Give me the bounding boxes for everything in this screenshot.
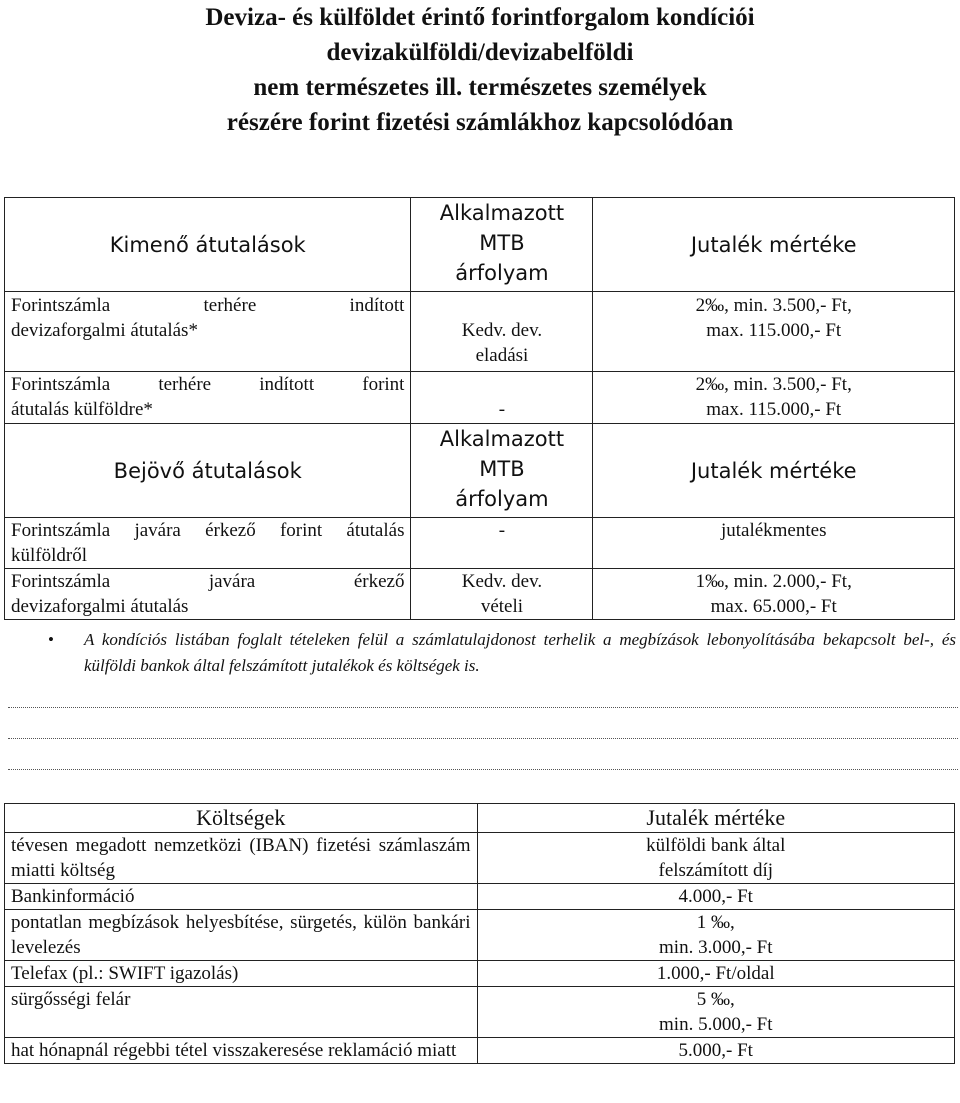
fee-line: 1.000,- Ft/oldal bbox=[656, 963, 775, 984]
cost-label: Telefax (pl.: SWIFT igazolás) bbox=[5, 961, 478, 987]
fee-line: 4.000,- Ft bbox=[678, 886, 753, 907]
row-label-line: Forintszámla javára érkező forint átutalás bbox=[11, 520, 405, 541]
title-line-3: nem természetes ill. természetes személyek bbox=[253, 74, 707, 101]
title-line-1: Deviza- és külföldet érintő forintforgalom kondíciói bbox=[205, 4, 755, 31]
fee-line: 5 ‰, bbox=[696, 989, 735, 1010]
dotted-line bbox=[8, 769, 958, 770]
incoming-rate-header: Alkalmazott MTB árfolyam bbox=[411, 424, 593, 518]
outgoing-row-label bbox=[5, 372, 411, 424]
incoming-header: Bejövő átutalások bbox=[5, 424, 411, 518]
fee-line: 5.000,- Ft bbox=[678, 1040, 753, 1061]
fee-line: 2‰, min. 3.500,- Ft, bbox=[695, 374, 852, 395]
cost-label: pontatlan megbízások helyesbítése, sürgetés, külön bankári levelezés bbox=[5, 910, 478, 961]
outgoing-rate bbox=[411, 372, 593, 424]
dotted-line bbox=[8, 707, 958, 708]
costs-table bbox=[4, 803, 955, 1064]
outgoing-rate bbox=[411, 292, 593, 372]
row-label-line: devizaforgalmi átutalás* bbox=[11, 320, 198, 341]
rate-value: vételi bbox=[480, 596, 524, 617]
outgoing-header: Kimenő átutalások bbox=[5, 198, 411, 292]
fee-line: min. 5.000,- Ft bbox=[659, 1014, 773, 1035]
row-label-line: átutalás külföldre* bbox=[11, 399, 153, 420]
incoming-fee-header: Jutalék mértéke bbox=[593, 424, 955, 518]
fee-line: jutalékmentes bbox=[720, 520, 827, 541]
incoming-rate bbox=[411, 569, 593, 620]
rate-value: Kedv. dev. bbox=[461, 571, 543, 592]
page-title bbox=[0, 0, 960, 140]
dotted-line bbox=[8, 738, 958, 739]
costs-fee-header: Jutalék mértéke bbox=[477, 804, 954, 833]
outgoing-fee bbox=[593, 292, 955, 372]
title-line-4: részére forint fizetési számlákhoz kapcsolódóan bbox=[226, 109, 734, 136]
rate-value: Kedv. dev. eladási bbox=[461, 320, 543, 366]
cost-label: tévesen megadott nemzetközi (IBAN) fizetési számlaszám miatti költség bbox=[5, 833, 478, 884]
outgoing-row-label bbox=[5, 292, 411, 372]
row-label-line: Forintszámla javára érkező bbox=[11, 571, 405, 592]
outgoing-fee-header: Jutalék mértéke bbox=[593, 198, 955, 292]
fee-line: min. 3.000,- Ft bbox=[659, 937, 773, 958]
incoming-rate bbox=[411, 518, 593, 569]
incoming-row-label bbox=[5, 569, 411, 620]
row-label-line: devizaforgalmi átutalás bbox=[11, 596, 189, 617]
cost-fee bbox=[477, 987, 954, 1038]
outgoing-fee bbox=[593, 372, 955, 424]
fee-line: max. 115.000,- Ft bbox=[706, 399, 842, 420]
outgoing-rate-header: Alkalmazott MTB árfolyam bbox=[411, 198, 593, 292]
fee-line: 1 ‰, bbox=[696, 912, 735, 933]
cost-fee bbox=[477, 961, 954, 987]
row-label-line: Forintszámla terhére indított forint bbox=[11, 374, 405, 395]
cost-label: sürgősségi felár bbox=[5, 987, 478, 1038]
footnote-text: A kondíciós listában foglalt tételeken felül a számlatulajdonost terhelik a megbízások lebonyolításába bekapcsolt bel-, és külföldi bankok által felszámított jutalékok és költségek is. bbox=[84, 630, 956, 675]
cost-fee bbox=[477, 910, 954, 961]
cost-fee bbox=[477, 1038, 954, 1064]
fee-line: max. 65.000,- Ft bbox=[710, 596, 837, 617]
fee-line: max. 115.000,- Ft bbox=[706, 320, 842, 341]
fee-line: 2‰, min. 3.500,- Ft, bbox=[695, 295, 852, 316]
bullet-icon: • bbox=[48, 630, 54, 649]
cost-label: hat hónapnál régebbi tétel visszakeresése reklamáció miatt bbox=[5, 1038, 478, 1064]
cost-label: Bankinformáció bbox=[5, 884, 478, 910]
rate-value: - bbox=[498, 399, 506, 420]
incoming-fee bbox=[593, 569, 955, 620]
incoming-row-label bbox=[5, 518, 411, 569]
cost-fee bbox=[477, 833, 954, 884]
incoming-fee bbox=[593, 518, 955, 569]
rate-value: - bbox=[498, 520, 506, 541]
title-line-2: devizakülföldi/devizabelföldi bbox=[326, 39, 634, 66]
cost-fee bbox=[477, 884, 954, 910]
row-label-line: Forintszámla terhére indított bbox=[11, 295, 405, 316]
costs-header: Költségek bbox=[5, 804, 478, 833]
fee-line: 1‰, min. 2.000,- Ft, bbox=[695, 571, 852, 592]
transfer-conditions-table bbox=[4, 197, 955, 620]
row-label-line: külföldről bbox=[11, 545, 87, 566]
fee-line: felszámított díj bbox=[658, 860, 774, 881]
fee-line: külföldi bank által bbox=[646, 835, 786, 856]
